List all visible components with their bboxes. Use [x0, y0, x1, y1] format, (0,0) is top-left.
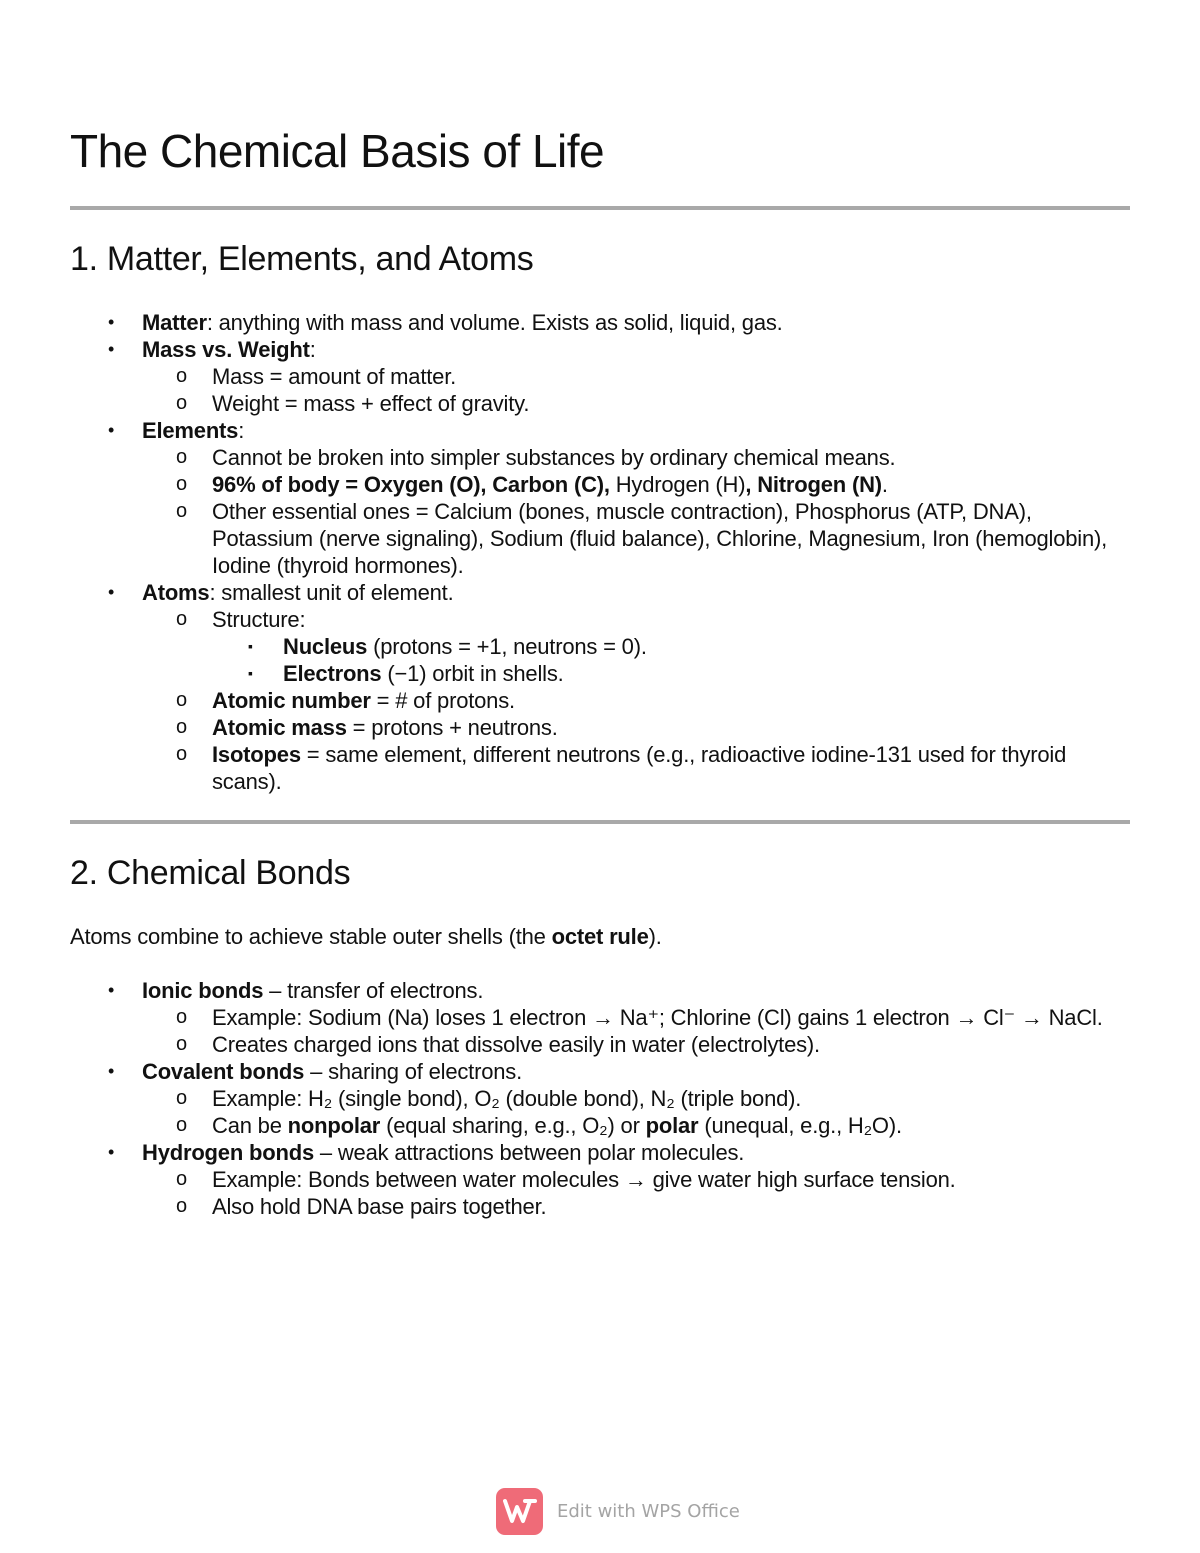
list-item: o Example: Sodium (Na) loses 1 electron → Na⁺; Chlorine (Cl) gains 1 electron → Cl⁻ → NaCl.: [176, 1005, 1103, 1030]
list-item: o Example: H₂ (single bond), O₂ (double bond), N₂ (triple bond).: [176, 1086, 802, 1111]
bullet-icon: o: [176, 392, 187, 414]
bullet-icon: o: [176, 608, 187, 630]
term-label: Electrons: [283, 661, 382, 686]
bullet-icon: o: [176, 743, 187, 765]
term-label: Atoms: [142, 580, 210, 605]
bullet-icon: o: [176, 1114, 187, 1136]
list-item: ▪ Electrons (−1) orbit in shells.: [248, 661, 564, 686]
list-item: • Mass vs. Weight:: [108, 337, 316, 362]
bullet-icon: o: [176, 1033, 187, 1055]
list-item: o Creates charged ions that dissolve easily in water (electrolytes).: [176, 1032, 820, 1057]
term-label: Elements: [142, 418, 239, 443]
list-item: • Hydrogen bonds – weak attractions between polar molecules.: [108, 1140, 745, 1165]
bullet-icon: o: [176, 1006, 187, 1028]
bullet-icon: o: [176, 446, 187, 468]
bullet-icon: o: [176, 500, 187, 522]
list-item: o Also hold DNA base pairs together.: [176, 1194, 547, 1219]
bullet-icon: o: [176, 1087, 187, 1109]
intro-paragraph: Atoms combine to achieve stable outer shells (the octet rule).: [70, 924, 662, 949]
bullet-icon: o: [176, 716, 187, 738]
list-item: o Weight = mass + effect of gravity.: [176, 391, 530, 416]
list-item: • Ionic bonds – transfer of electrons.: [108, 978, 484, 1003]
list-item: • Covalent bonds – sharing of electrons.: [108, 1059, 522, 1084]
wps-edit-link[interactable]: [496, 1486, 756, 1536]
bullet-icon: •: [108, 420, 115, 440]
bullet-icon: •: [108, 582, 115, 602]
bullet-icon: •: [108, 1142, 115, 1162]
bullet-icon: ▪: [248, 638, 253, 654]
term-label: Matter: [142, 310, 207, 335]
list-item: • Elements:: [108, 418, 245, 443]
bullet-icon: •: [108, 339, 115, 359]
horizontal-rule: [70, 820, 1130, 824]
section1-list: [70, 309, 1130, 795]
list-item: o 96% of body = Oxygen (O), Carbon (C), Hydrogen (H), Nitrogen (N).: [176, 472, 888, 497]
list-item: o Other essential ones = Calcium (bones, muscle contraction), Phosphorus (ATP, DNA), Potassium (nerve signaling), Sodium (fluid balance), Chlorine, Magnesium, Iron (hemoglobin), Iodine (thyroid hormones).: [176, 499, 1108, 578]
list-item: o Structure:: [176, 607, 306, 632]
list-item: o Atomic number = # of protons.: [176, 688, 515, 713]
list-item: • Atoms: smallest unit of element.: [108, 580, 454, 605]
term-label: Nucleus: [283, 634, 368, 659]
bullet-icon: o: [176, 473, 187, 495]
bullet-icon: o: [176, 1195, 187, 1217]
section2-list: [70, 977, 1130, 1220]
bullet-icon: •: [108, 1061, 115, 1081]
term-label: Mass vs. Weight: [142, 337, 310, 362]
list-item: o Cannot be broken into simpler substances by ordinary chemical means.: [176, 445, 896, 470]
bullet-icon: •: [108, 980, 115, 1000]
list-item: ▪ Nucleus (protons = +1, neutrons = 0).: [248, 634, 647, 659]
term-label: Hydrogen bonds: [142, 1140, 314, 1165]
bullet-icon: o: [176, 365, 187, 387]
bullet-icon: o: [176, 1168, 187, 1190]
wps-edit-label: Edit with WPS Office: [557, 1500, 740, 1522]
term-label: Covalent bonds: [142, 1059, 305, 1084]
bullet-icon: ▪: [248, 665, 253, 681]
wps-logo-icon: [496, 1488, 543, 1535]
list-item: o Mass = amount of matter.: [176, 364, 457, 389]
section-heading: 2. Chemical Bonds: [70, 854, 351, 892]
document-title: The Chemical Basis of Life: [70, 125, 605, 177]
term-label: Atomic mass: [212, 715, 347, 740]
horizontal-rule: [70, 206, 1130, 210]
term-label: Ionic bonds: [142, 978, 264, 1003]
list-item: o Example: Bonds between water molecules → give water high surface tension.: [176, 1167, 956, 1192]
list-item: o Atomic mass = protons + neutrons.: [176, 715, 558, 740]
bullet-icon: o: [176, 689, 187, 711]
list-item: • Matter: anything with mass and volume. Exists as solid, liquid, gas.: [108, 310, 783, 335]
section-heading: 1. Matter, Elements, and Atoms: [70, 240, 534, 278]
bullet-icon: •: [108, 312, 115, 332]
list-item: o Isotopes = same element, different neutrons (e.g., radioactive iodine-131 used for thyroid scans).: [176, 742, 1067, 794]
list-item: o Can be nonpolar (equal sharing, e.g., O₂) or polar (unequal, e.g., H₂O).: [176, 1113, 902, 1138]
term-label: Isotopes: [212, 742, 301, 767]
term-label: Atomic number: [212, 688, 371, 713]
